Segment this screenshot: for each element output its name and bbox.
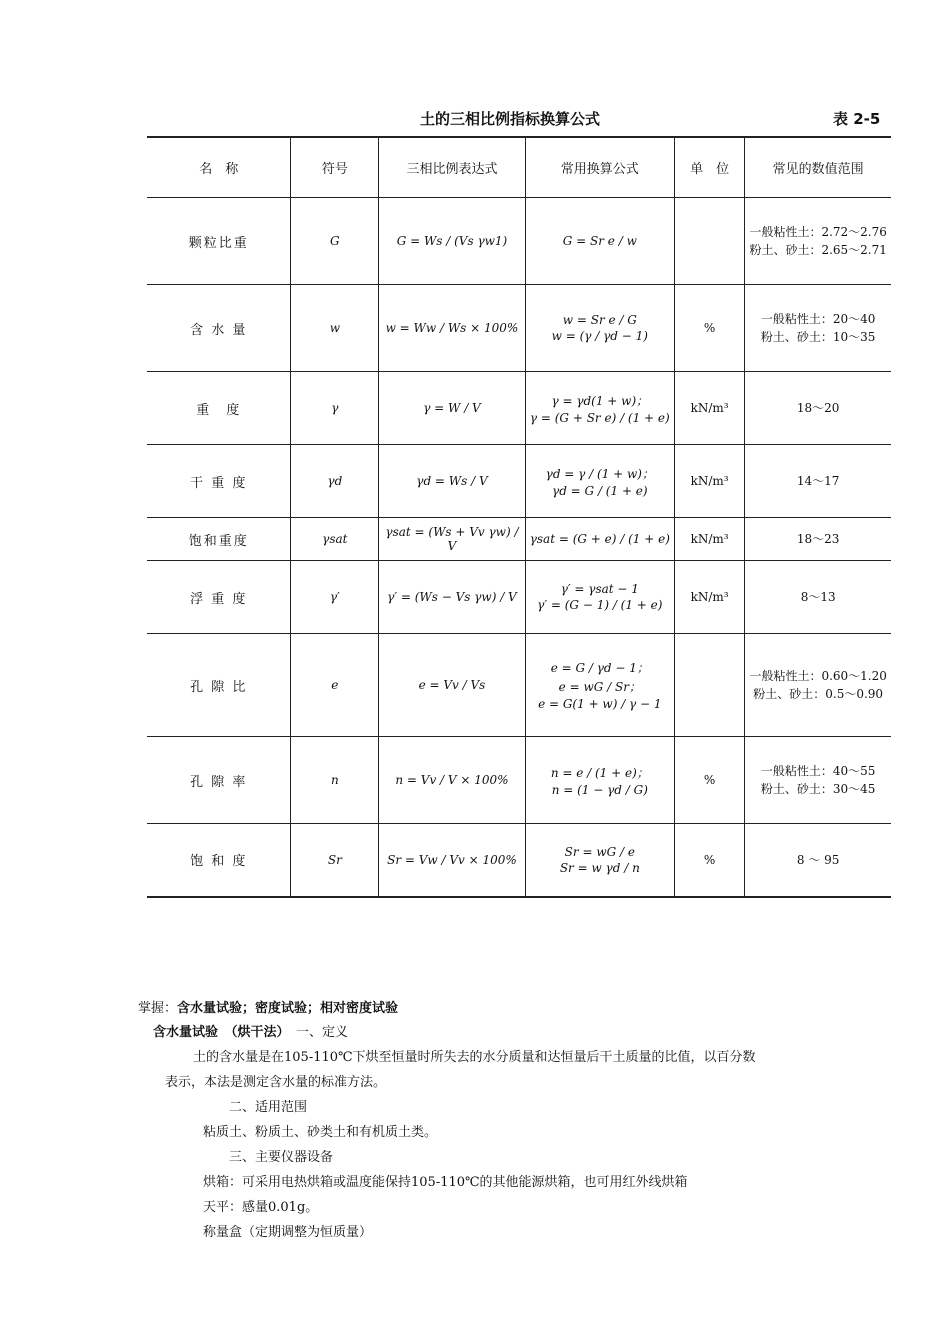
row-expression: n = Vv / V × 100% [379,737,526,824]
conversion-line: e = G(1 + w) / γ − 1 [538,697,662,711]
table-row [147,824,891,897]
header-range: 常见的数值范围 [745,137,891,198]
row-name: 孔 隙 比 [147,634,291,737]
table-row [147,198,891,285]
row-unit: kN/m³ [674,445,744,518]
row-unit: kN/m³ [674,561,744,634]
conversion-line: Sr = w γd / n [559,860,640,875]
definition-line-2: 表示，本法是测定含水量的标准方法。 [165,1075,387,1090]
row-conversion [525,634,674,737]
conversion-line: n = e / (1 + e)； [550,765,649,780]
row-name: 饱和重度 [147,518,291,561]
row-expression: w = Ww / Ws × 100% [379,285,526,372]
row-conversion [525,445,674,518]
row-range: 18～20 [745,372,891,445]
row-symbol: w [291,285,379,372]
table-number: 表 2-5 [833,110,881,128]
method-title: 含水量试验 （烘干法） [153,1025,284,1040]
conversion-line: e = wG / Sr； [558,680,641,694]
row-name: 含 水 量 [147,285,291,372]
row-range: 一般粘性土：40～55 粉土、砂土：30～45 [745,737,891,824]
row-unit: % [674,285,744,372]
row-name: 浮 重 度 [147,561,291,634]
definition-line-1: 土的含水量是在105-110℃下烘至恒量时所失去的水分质量和达恒量后干土质量的比值，以百分数 [193,1050,756,1065]
conversion-line: G = Sr e / w [562,234,637,248]
conversion-line: γd = G / (1 + e) [552,483,648,498]
table-row [147,285,891,372]
row-expression: e = Vv / Vs [379,634,526,737]
row-unit [674,198,744,285]
row-unit: kN/m³ [674,518,744,561]
row-conversion [525,824,674,897]
row-name: 颗粒比重 [147,198,291,285]
row-expression: γ = W / V [379,372,526,445]
row-conversion [525,372,674,445]
row-symbol: γ [291,372,379,445]
row-conversion [525,285,674,372]
conversion-line: γd = γ / (1 + w)； [545,466,654,481]
row-expression: G = Ws / (Vs γw1) [379,198,526,285]
row-range: 8 ～ 95 [745,824,891,897]
row-expression: Sr = Vw / Vv × 100% [379,824,526,897]
table-row [147,737,891,824]
row-symbol: e [291,634,379,737]
row-symbol: γ′ [291,561,379,634]
row-range: 一般粘性土：20～40 粉土、砂土：10～35 [745,285,891,372]
header-unit: 单 位 [674,137,744,198]
row-symbol: Sr [291,824,379,897]
conversion-line: γ = γd(1 + w)； [551,393,649,408]
master-prefix: 掌握： [138,1001,178,1016]
row-unit: % [674,737,744,824]
table-row [147,445,891,518]
row-range: 18～23 [745,518,891,561]
scope-text: 粘质土、粉质土、砂类土和有机质土类。 [203,1125,438,1140]
row-range: 一般粘性土：2.72～2.76 粉土、砂土：2.65～2.71 [745,198,891,285]
row-symbol: G [291,198,379,285]
header-conversion: 常用换算公式 [525,137,674,198]
row-symbol: γd [291,445,379,518]
section-scope: 二、适用范围 [229,1100,308,1115]
row-symbol: γsat [291,518,379,561]
table-header-row [147,137,891,198]
row-name: 重 度 [147,372,291,445]
section-definition: 一、定义 [296,1025,349,1040]
equipment-oven: 烘箱：可采用电热烘箱或温度能保持105-110℃的其他能源烘箱，也可用红外线烘箱 [203,1175,688,1190]
master-line [138,997,398,1016]
header-name: 名 称 [147,137,291,198]
row-unit: % [674,824,744,897]
section-equipment: 三、主要仪器设备 [229,1150,334,1165]
conversion-line: γ′ = γsat − 1 [560,582,639,596]
conversion-line: γ = (G + Sr e) / (1 + e) [529,410,670,425]
header-expression: 三相比例表达式 [379,137,526,198]
conversion-line: e = G / γd − 1； [550,661,649,675]
conversion-line: γ′ = (G − 1) / (1 + e) [537,598,663,612]
row-conversion [525,561,674,634]
row-range: 14～17 [745,445,891,518]
row-name: 饱 和 度 [147,824,291,897]
row-expression: γd = Ws / V [379,445,526,518]
row-name: 干 重 度 [147,445,291,518]
header-symbol: 符号 [291,137,379,198]
conversion-formula-table [147,136,899,898]
master-items: 含水量试验；密度试验；相对密度试验 [177,1001,399,1016]
table-row [147,372,891,445]
conversion-line: w = Sr e / G [562,313,637,327]
conversion-line: γsat = (G + e) / (1 + e) [529,532,670,546]
conversion-line: Sr = wG / e [564,844,635,859]
row-symbol: n [291,737,379,824]
conversion-line: w = (γ / γd − 1) [551,329,648,343]
row-conversion [525,737,674,824]
equipment-tin: 称量盒（定期调整为恒质量） [203,1225,373,1240]
row-expression: γsat = (Ws + Vv γw) / V [379,518,526,561]
table-title: 土的三相比例指标换算公式 [420,110,601,128]
row-conversion [525,518,674,561]
row-unit [674,634,744,737]
method-line [153,1021,348,1040]
table-row [147,634,891,737]
row-range: 8～13 [745,561,891,634]
row-expression: γ′ = (Ws − Vs γw) / V [379,561,526,634]
row-unit: kN/m³ [674,372,744,445]
equipment-balance: 天平：感量0.01g。 [203,1200,319,1215]
row-conversion [525,198,674,285]
table-row [147,518,891,561]
row-name: 孔 隙 率 [147,737,291,824]
conversion-line: n = (1 − γd / G) [551,782,648,797]
row-range: 一般粘性土：0.60～1.20 粉土、砂土：0.5～0.90 [745,634,891,737]
table-row [147,561,891,634]
